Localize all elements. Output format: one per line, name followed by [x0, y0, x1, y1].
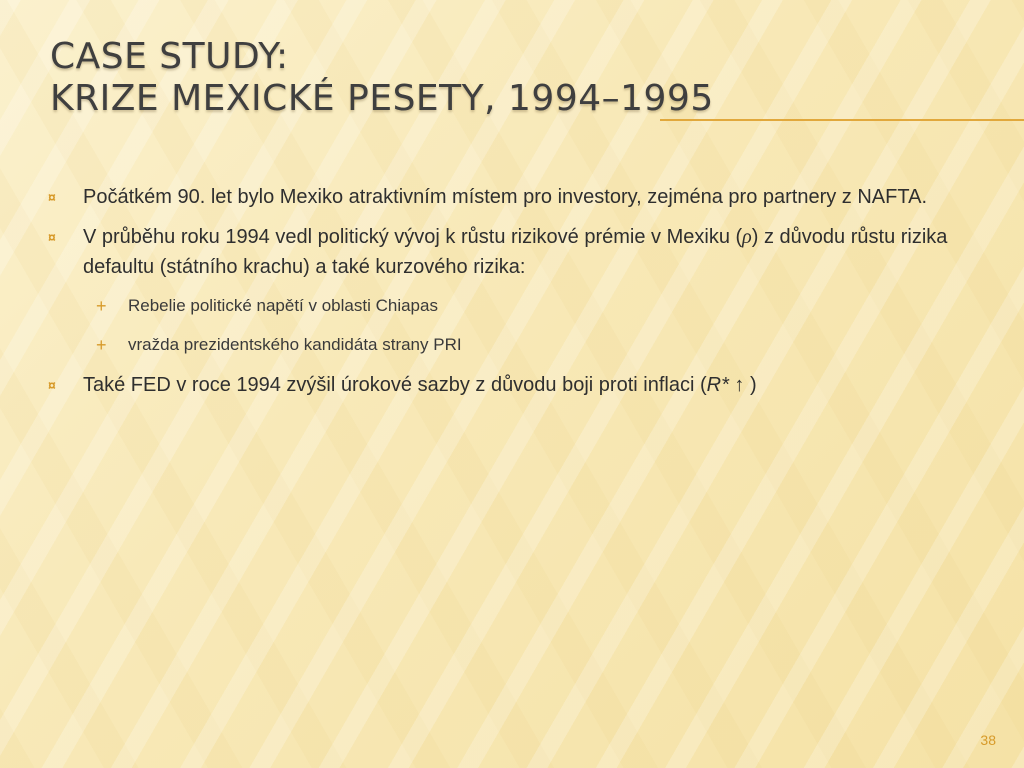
bullet-marker-icon: ¤ — [48, 189, 56, 205]
page-number: 38 — [980, 732, 996, 748]
rho-symbol: ρ — [742, 226, 752, 248]
r-star-up-symbol: R* ↑ — [706, 374, 745, 396]
bullet-marker-icon: ¤ — [48, 229, 56, 245]
bullet-item-3 — [48, 370, 948, 400]
bullet-text-start: Také FED v roce 1994 zvýšil úrokové sazby z důvodu boji proti inflaci ( — [83, 374, 707, 396]
bullet-text: Počátkém 90. let bylo Mexiko atraktivním místem pro investory, zejména pro partnery z NAFTA. — [83, 186, 927, 208]
slide-content — [48, 182, 948, 410]
bullet-item-1 — [48, 182, 948, 212]
plus-marker-icon: + — [96, 335, 107, 355]
bullet-text-end: ) z důvodu růstu rizika defaultu (státního krachu) a také kurzového rizika: — [83, 226, 948, 278]
title-line-2: KRIZE MEXICKÉ PESETY, 1994–1995 — [50, 78, 714, 119]
sub-item-text: vražda prezidentského kandidáta strany PRI — [128, 335, 462, 354]
bullet-item-2 — [48, 222, 948, 282]
sub-item-text: Rebelie politické napětí v oblasti Chiapas — [128, 296, 438, 315]
slide-title — [50, 36, 714, 120]
title-underline — [660, 119, 1024, 121]
sub-item-2 — [48, 331, 948, 359]
bullet-text-start: V průběhu roku 1994 vedl politický vývoj k růstu rizikové prémie v Mexiku ( — [83, 226, 743, 248]
plus-marker-icon: + — [96, 296, 107, 316]
sub-item-1 — [48, 292, 948, 320]
bullet-marker-icon: ¤ — [48, 377, 56, 393]
title-line-1: CASE STUDY: — [50, 36, 289, 77]
bullet-text-end: ) — [744, 374, 757, 396]
